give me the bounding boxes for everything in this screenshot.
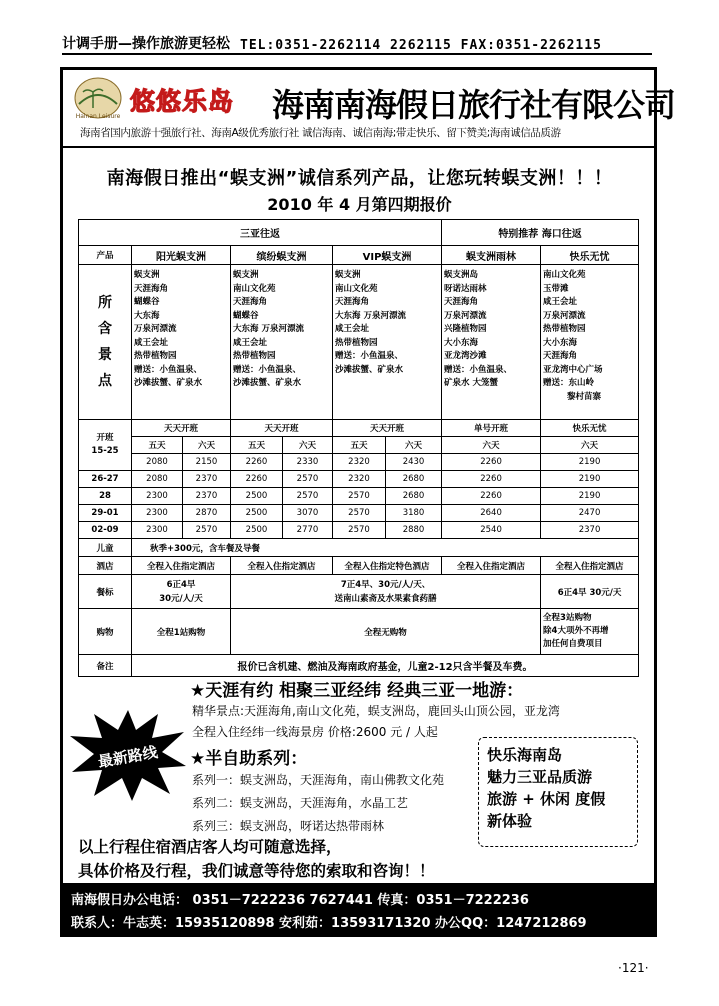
- schedule: 快乐无忧: [541, 420, 639, 437]
- meal: 7正4早、30元/人/天、 送南山素斋及水果素食药膳: [231, 575, 541, 609]
- new-route-burst: [68, 708, 188, 803]
- product-name: 阳光蜈支洲: [132, 246, 231, 265]
- burst-label: 最新路线: [96, 742, 159, 772]
- promo-callout: 快乐海南岛 魅力三亚品质游 旅游 + 休闲 度假 新体验: [478, 737, 638, 847]
- header-contact: TEL:0351-2262114 2262115 FAX:0351-2262115: [240, 38, 602, 53]
- schedule: 单号开班: [442, 420, 541, 437]
- days: 五天: [132, 437, 183, 454]
- price-table: [78, 219, 639, 677]
- shopping: 全程1站购物: [132, 609, 231, 655]
- shopping: 全程无购物: [231, 609, 541, 655]
- spots-list: 蜈支洲岛 呀诺达雨林 天涯海角 万泉河漂流 兴隆植物园 大小东海 亚龙湾沙滩 赠送：小鱼温泉、 矿泉水 大笼蟹: [442, 265, 541, 420]
- note-label: 备注: [79, 655, 132, 677]
- days: 六天: [386, 437, 442, 454]
- headline: 南海假日推出“蜈支洲”诚信系列产品，让您玩转蜈支洲！！！: [106, 168, 613, 189]
- spots-list: 南山文化苑 玉带滩 咸王会址 万泉河漂流 热带植物园 大小东海 天涯海角 亚龙湾中心广场 赠送：东山岭 黎村苗寨: [541, 265, 639, 420]
- days: 五天: [333, 437, 386, 454]
- logo-text: Hainan Leisure: [75, 113, 121, 120]
- tour1-spots: 精华景点:天涯海角,南山文化苑，蜈支洲岛，鹿回头山顶公园，亚龙湾: [192, 704, 560, 718]
- series-item: 系列一：蜈支洲岛，天涯海角，南山佛教文化苑: [192, 773, 445, 787]
- child-label: 儿童: [79, 539, 132, 557]
- product-name: 快乐无忧: [541, 246, 639, 265]
- spots-list: 蜈支洲 南山文化苑 天涯海角 大东海 万泉河漂流 咸王会址 热带植物园 赠送：小鱼温泉、 沙滩拔蟹、矿泉水: [333, 265, 442, 420]
- days: 五天: [231, 437, 283, 454]
- hotel: 全程入住指定酒店: [231, 557, 333, 575]
- meal: 6正4早 30元/天: [541, 575, 639, 609]
- price-row: 02-09 2300 2570 2500 2770 2570 2880 2540 2370: [79, 522, 639, 539]
- footnote-inquiry: 具体价格及行程，我们诚意等待您的索取和咨询！！: [78, 862, 435, 880]
- tour2-title: ★半自助系列：: [190, 749, 308, 769]
- schedule: 天天开班: [333, 420, 442, 437]
- days: 六天: [183, 437, 231, 454]
- price-period: 2010 年 4 月第四期报价: [267, 195, 452, 214]
- divider: [63, 146, 654, 148]
- meal-label: 餐标: [79, 575, 132, 609]
- manual-title: 计调手册—操作旅游更轻松: [62, 36, 230, 52]
- price-row: 28 2300 2370 2500 2570 2570 2680 2260 2190: [79, 488, 639, 505]
- product-name: 蜈支洲雨林: [442, 246, 541, 265]
- product-label: 产品: [79, 246, 132, 265]
- series-item: 系列三：蜈支洲岛，呀诺达热带雨林: [192, 819, 385, 833]
- footnote-hotel: 以上行程住宿酒店客人均可随意选择，: [78, 838, 342, 856]
- departure-cell: 开班 15-25: [79, 420, 132, 471]
- hotel: 全程入住指定酒店: [132, 557, 231, 575]
- shop-label: 购物: [79, 609, 132, 655]
- company-tagline: 海南省国内旅游十强旅行社、海南A级优秀旅行社 诚信海南、诚信南海;带走快乐、留下赞美;海南诚信品质游: [80, 127, 561, 139]
- hotel: 全程入住指定酒店: [541, 557, 639, 575]
- hotel-label: 酒店: [79, 557, 132, 575]
- company-logo: [73, 74, 123, 124]
- hotel: 全程入住指定特色酒店: [333, 557, 442, 575]
- price-row: 29-01 2300 2870 2500 3070 2570 3180 2640 2470: [79, 505, 639, 522]
- office-phone-row: 南海假日办公电话： 0351－7222236 7627441 传真：0351－7222236: [71, 893, 529, 908]
- days: 六天: [283, 437, 333, 454]
- schedule: 天天开班: [231, 420, 333, 437]
- hotel: 全程入住指定酒店: [442, 557, 541, 575]
- series-item: 系列二：蜈支洲岛，天涯海角，水晶工艺: [192, 796, 409, 810]
- group-sanya: 三亚往返: [79, 220, 442, 246]
- product-name: VIP蜈支洲: [333, 246, 442, 265]
- price-row: 26-27 2080 2370 2260 2570 2320 2680 2260 2190: [79, 471, 639, 488]
- product-name: 缤纷蜈支洲: [231, 246, 333, 265]
- running-header: [62, 33, 652, 55]
- schedule: 天天开班: [132, 420, 231, 437]
- page-number: ·121·: [618, 961, 649, 975]
- company-name: 海南南海假日旅行社有限公司: [272, 86, 676, 124]
- days: 六天: [442, 437, 541, 454]
- group-haikou: 特别推荐 海口往返: [442, 220, 639, 246]
- contact-bar: [63, 883, 654, 935]
- spots-label: 所 含 景 点: [79, 265, 132, 420]
- price-row: 2080 2150 2260 2330 2320 2430 2260 2190: [79, 454, 639, 471]
- tour1-price: 全程入住经纬一线海景房 价格:2600 元 / 人起: [192, 725, 438, 739]
- days: 六天: [541, 437, 639, 454]
- spots-list: 蜈支洲 南山文化苑 天涯海角 蝴蝶谷 大东海 万泉河漂流 咸王会址 热带植物园 赠送：小鱼温泉、 沙滩拔蟹、矿泉水: [231, 265, 333, 420]
- meal: 6正4早 30元/人/天: [132, 575, 231, 609]
- tour1-title: ★天涯有约 相聚三亚经纬 经典三亚一地游：: [190, 681, 524, 701]
- contact-person-row: 联系人：牛志英：15935120898 安利茹：13593171320 办公QQ：1247212869: [71, 916, 587, 931]
- spots-list: 蜈支洲 天涯海角 蝴蝶谷 大东海 万泉河漂流 咸王会址 热带植物园 赠送：小鱼温泉、 沙滩拔蟹、矿泉水: [132, 265, 231, 420]
- slogan-art: 悠悠乐岛: [130, 87, 235, 116]
- shopping: 全程3站购物 除4大项外不再增 加任何自费项目: [541, 609, 639, 655]
- child-text: 秋季+300元，含车餐及导餐: [132, 539, 639, 557]
- note-text: 报价已含机建、燃油及海南政府基金，儿童2-12只含半餐及车费。: [132, 655, 639, 677]
